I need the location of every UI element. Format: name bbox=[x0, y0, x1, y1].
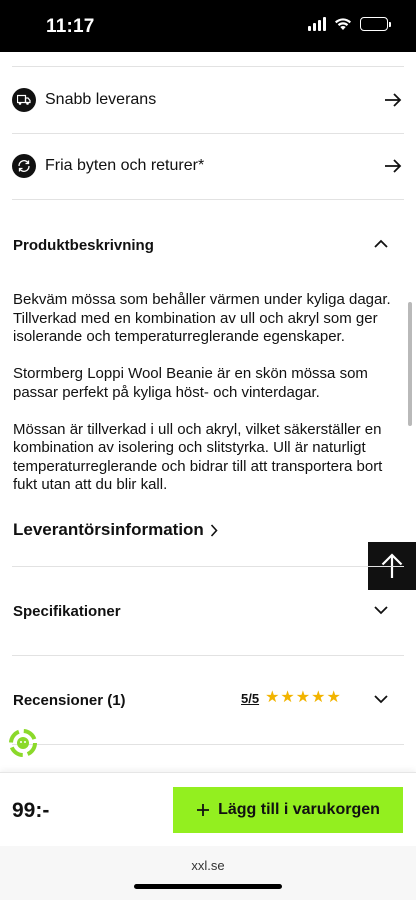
specifications-title: Specifikationer bbox=[13, 602, 121, 620]
divider bbox=[12, 655, 404, 656]
supplier-info-label: Leverantörsinformation bbox=[13, 520, 204, 539]
home-indicator[interactable] bbox=[134, 884, 282, 889]
supplier-info-link[interactable] bbox=[13, 520, 218, 540]
divider bbox=[12, 566, 404, 567]
status-icons bbox=[308, 17, 388, 31]
reviews-header[interactable] bbox=[0, 683, 416, 717]
fast-delivery-label: Snabb leverans bbox=[45, 91, 157, 108]
add-to-cart-button[interactable] bbox=[173, 787, 403, 833]
divider bbox=[12, 744, 404, 745]
plus-icon bbox=[196, 803, 210, 817]
reviews-title: Recensioner (1) bbox=[13, 691, 126, 709]
specifications-header[interactable] bbox=[0, 594, 416, 628]
star-icon: ★ bbox=[265, 689, 280, 706]
chevron-down-icon bbox=[374, 606, 388, 615]
truck-icon bbox=[12, 88, 36, 112]
product-description-header[interactable] bbox=[0, 228, 416, 262]
reviews-rating[interactable] bbox=[241, 690, 341, 706]
chevron-up-icon bbox=[374, 239, 388, 248]
scrollbar[interactable] bbox=[408, 302, 412, 426]
arrow-right-icon bbox=[384, 93, 402, 107]
rating-value: 5/5 bbox=[241, 690, 260, 706]
description-paragraph: Stormberg Loppi Wool Beanie är en skön mössa som passar perfekt på kyliga höst- och vinterdagar. bbox=[13, 365, 368, 401]
star-icon: ★ bbox=[295, 689, 311, 706]
divider bbox=[12, 66, 404, 67]
product-price: 99:- bbox=[12, 799, 50, 822]
exchange-icon bbox=[12, 154, 36, 178]
add-to-cart-label: Lägg till i varukorgen bbox=[218, 801, 380, 818]
star-icon: ★ bbox=[280, 689, 295, 706]
status-bar bbox=[0, 0, 416, 52]
description-paragraph: Bekväm mössa som behåller värmen under kyliga dagar. Tillverkad med en kombination av ull och akryl som ger isolerande och temperaturreglerande egenskaper. bbox=[13, 291, 391, 345]
star-icon: ★ bbox=[326, 689, 341, 706]
url-label[interactable]: xxl.se bbox=[191, 858, 225, 873]
star-icon: ★ bbox=[311, 689, 326, 706]
status-time: 11:17 bbox=[46, 16, 95, 37]
product-description-title: Produktbeskrivning bbox=[13, 236, 154, 254]
free-returns-label: Fria byten och returer* bbox=[45, 157, 205, 174]
arrow-right-icon bbox=[384, 159, 402, 173]
chevron-right-icon bbox=[210, 524, 218, 537]
battery-icon bbox=[360, 17, 388, 31]
browser-bar bbox=[0, 846, 416, 900]
free-returns-row[interactable] bbox=[0, 148, 416, 184]
divider bbox=[12, 199, 404, 200]
chat-badge-icon[interactable] bbox=[8, 728, 38, 758]
fast-delivery-row[interactable] bbox=[0, 82, 416, 118]
divider bbox=[12, 133, 404, 134]
chevron-down-icon bbox=[374, 695, 388, 704]
purchase-bar bbox=[0, 772, 416, 846]
cellular-signal-icon bbox=[308, 17, 326, 31]
star-rating bbox=[265, 690, 341, 706]
wifi-icon bbox=[334, 17, 352, 31]
product-description-text bbox=[13, 291, 405, 513]
description-paragraph: Mössan är tillverkad i ull och akryl, vilket säkerställer en kombination av isolering och slitstyrka. Ull är naturligt temperaturreglerande och bidrar till att transportera bort fukt utan att du blir kall. bbox=[13, 420, 383, 493]
